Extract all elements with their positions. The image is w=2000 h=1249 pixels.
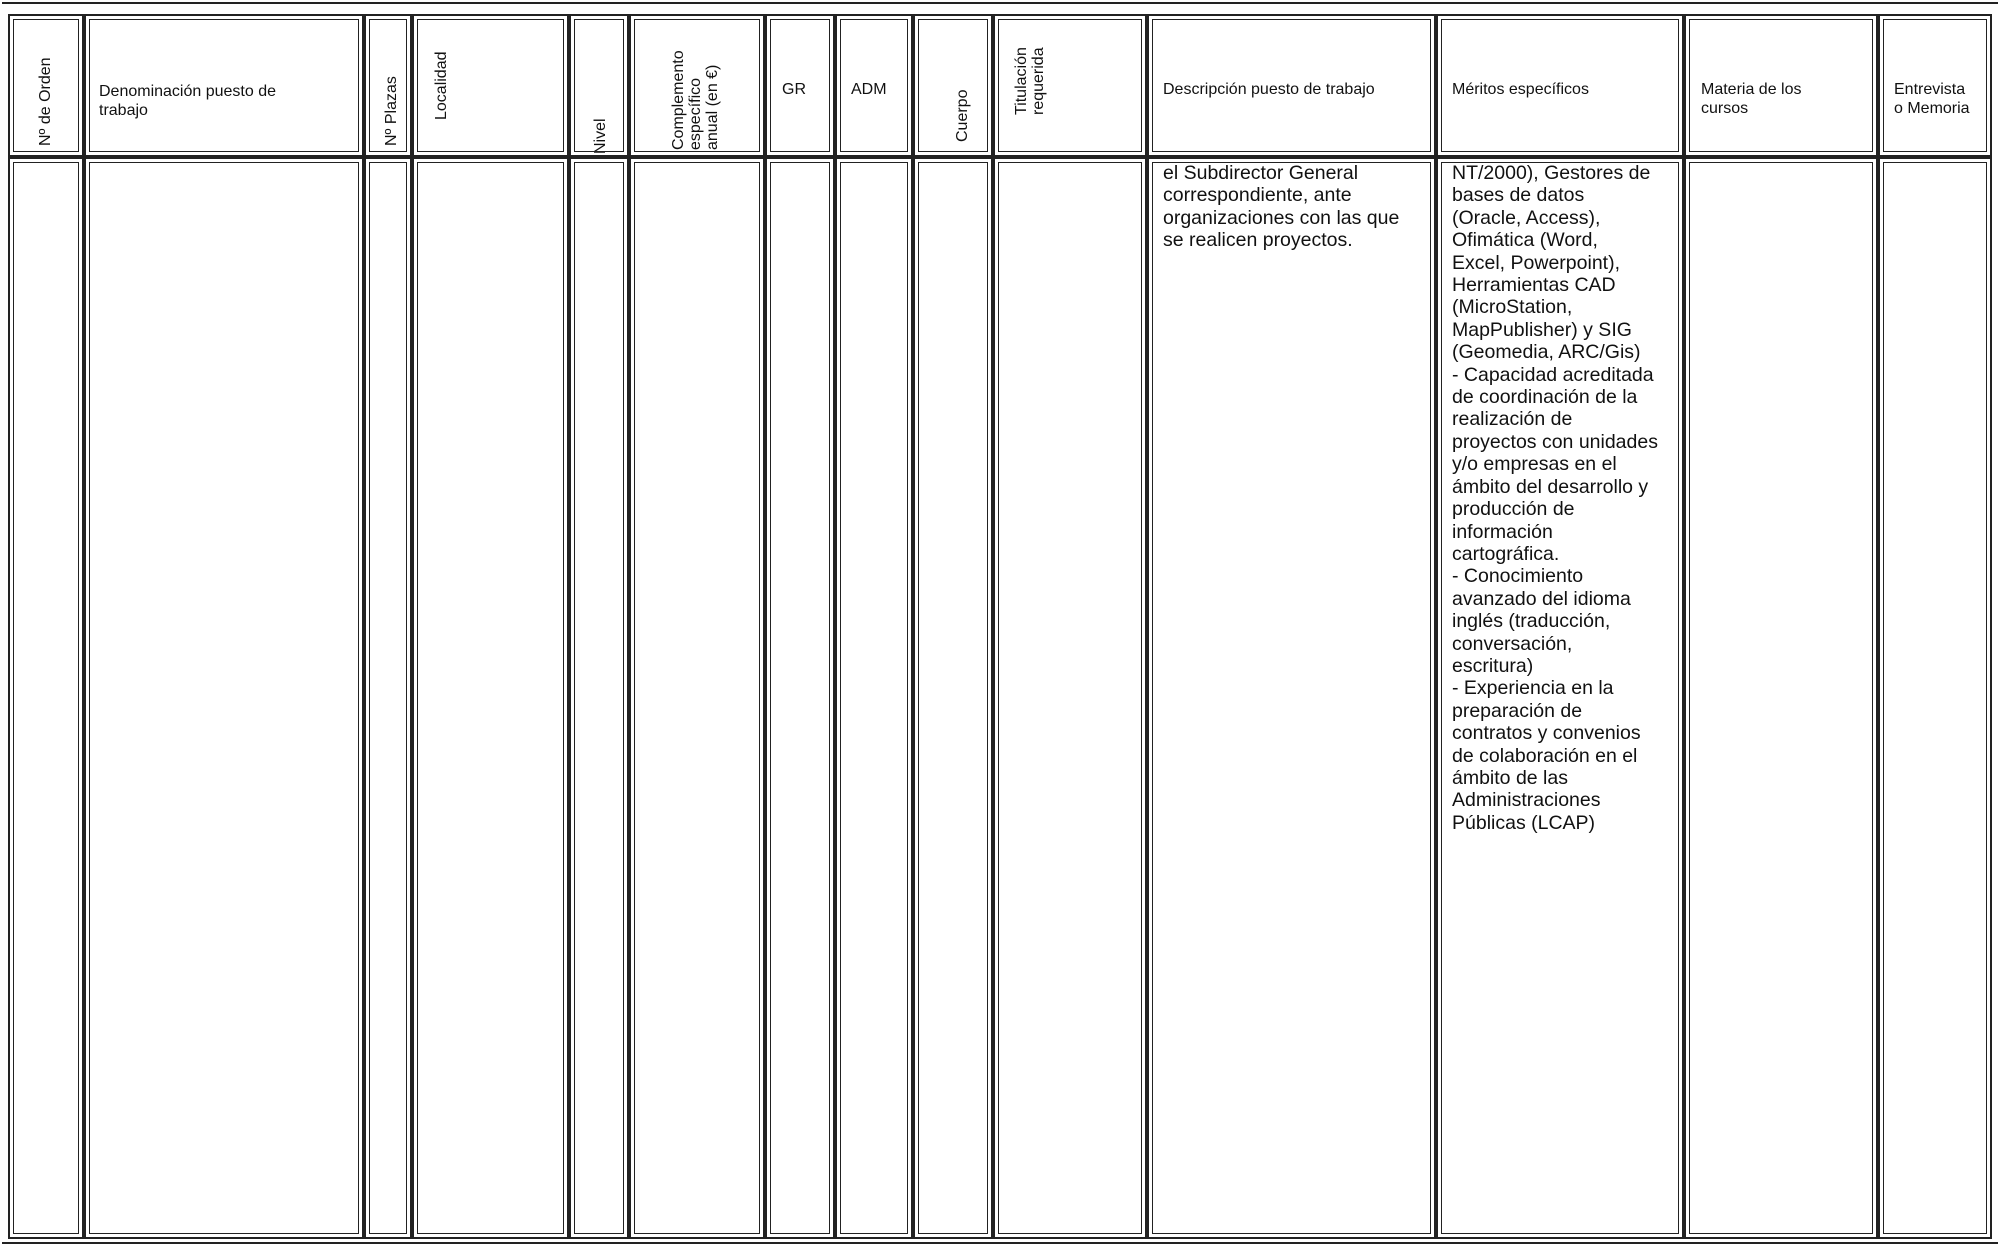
header-cell-entrevista: [1878, 14, 1992, 157]
header-cell-descripcion: [1147, 14, 1436, 157]
row-cell-plazas: [364, 157, 412, 1239]
row-cell-complemento: [629, 157, 765, 1239]
header-titulacion-line1: Titulación: [1013, 47, 1030, 115]
row-cell-meritos: [1436, 157, 1684, 1239]
row-cell-entrevista: [1878, 157, 1992, 1239]
header-cell-gr: [765, 14, 835, 157]
header-titulacion-line2: requerida: [1030, 47, 1047, 115]
row-descripcion-value: el Subdirector General correspondiente, ante organizaciones con las que se realicen proyectos.: [1163, 162, 1400, 252]
row-cell-orden: [8, 157, 84, 1239]
row-cell-localidad: [412, 157, 569, 1239]
row-cell-materia: [1684, 157, 1878, 1239]
header-nivel-label: Nivel: [592, 118, 609, 154]
row-cell-nivel: [569, 157, 629, 1239]
header-cell-denominacion: [84, 14, 364, 157]
header-gr-label: GR: [782, 81, 806, 98]
header-cell-titulacion: [993, 14, 1147, 157]
row-cell-titulacion: [993, 157, 1147, 1239]
header-cell-localidad: [412, 14, 569, 157]
row-cell-gr: [765, 157, 835, 1239]
header-materia-label: Materia de los cursos: [1701, 81, 1802, 117]
header-complemento-line2: específico: [687, 77, 704, 150]
header-cell-meritos: [1436, 14, 1684, 157]
header-cell-materia: [1684, 14, 1878, 157]
header-complemento-line3: anual (en €): [704, 64, 721, 150]
header-cell-complemento: [629, 14, 765, 157]
header-orden-label: Nº de Orden: [37, 57, 54, 146]
header-meritos-label: Méritos específicos: [1452, 81, 1589, 98]
header-cell-cuerpo: [913, 14, 993, 157]
header-localidad-label: Localidad: [433, 51, 450, 120]
header-cell-plazas: [364, 14, 412, 157]
row-cell-adm: [835, 157, 913, 1239]
header-cell-adm: [835, 14, 913, 157]
header-cell-nivel: [569, 14, 629, 157]
header-adm-label: ADM: [851, 81, 887, 98]
header-cell-orden: [8, 14, 84, 157]
header-descripcion-label: Descripción puesto de trabajo: [1163, 81, 1375, 98]
header-complemento-line1: Complemento: [670, 50, 687, 150]
row-cell-descripcion: [1147, 157, 1436, 1239]
header-entrevista-label: Entrevista o Memoria: [1894, 81, 1970, 117]
header-plazas-label: Nº Plazas: [383, 76, 400, 146]
header-cuerpo-label: Cuerpo: [954, 89, 971, 142]
header-denominacion-label: Denominación puesto de trabajo: [99, 83, 277, 119]
row-meritos-value: NT/2000), Gestores de bases de datos (Oracle, Access), Ofimática (Word, Excel, Powerpoint), Herramientas CAD (MicroStation, MapPublisher) y SIG (Geomedia, ARC/Gis) - Capacidad acreditada de coordinación de la realización de proyectos con unidades y/o empresas en el ámbito del desarrollo y producción de información cartográfica. - Conocimiento avanzado del idioma inglés (traducción, conversación, escritura) - Experiencia en la preparación de contratos y convenios de colaboración en el ámbito de las Administraciones Públicas (LCAP): [1452, 162, 1658, 834]
row-cell-cuerpo: [913, 157, 993, 1239]
row-cell-denominacion: [84, 157, 364, 1239]
